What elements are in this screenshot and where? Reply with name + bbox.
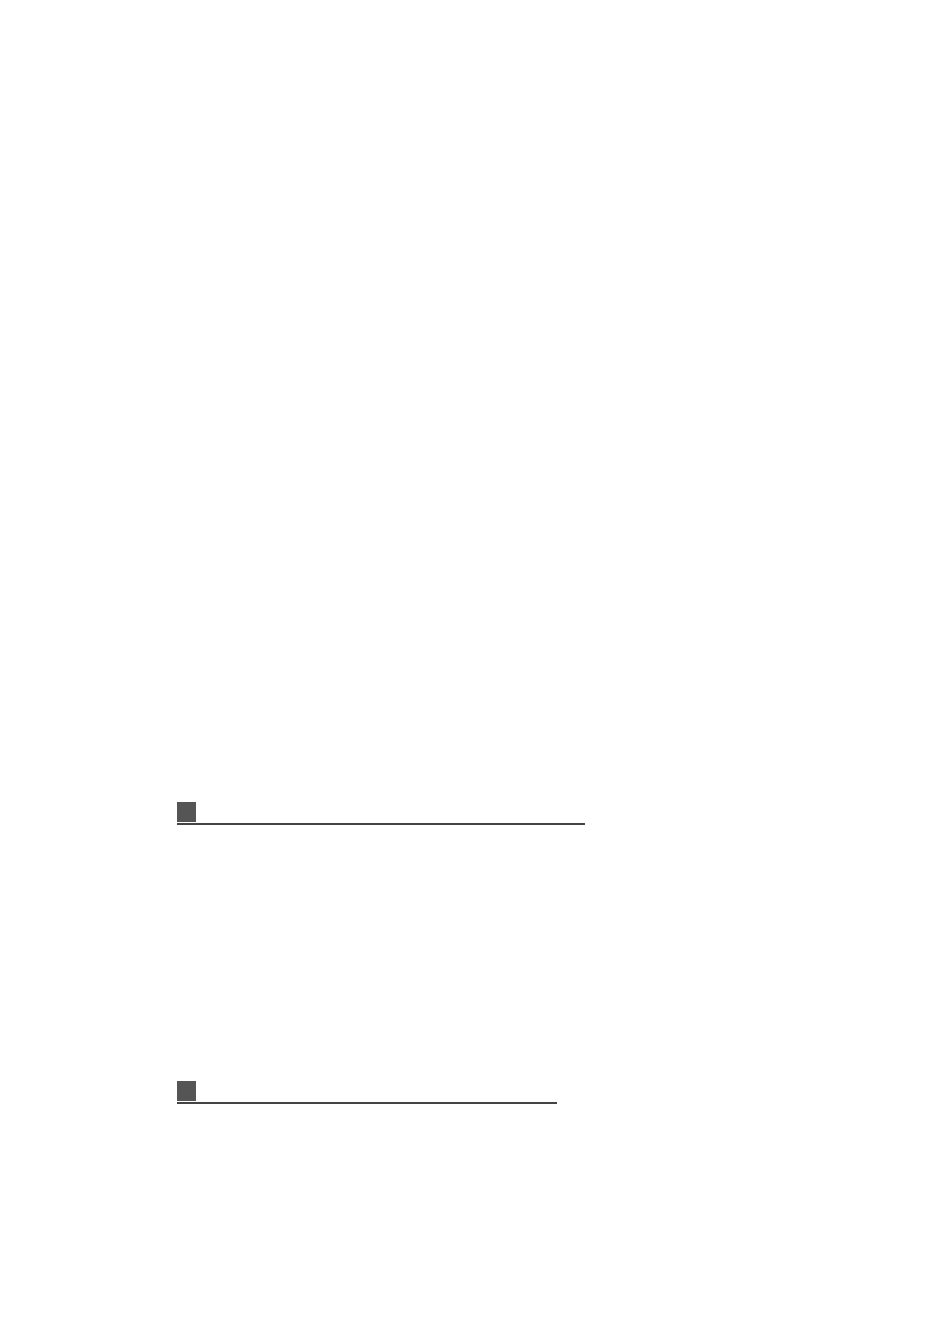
section-number xyxy=(177,802,196,822)
section-rule xyxy=(177,1102,557,1104)
section-rule xyxy=(177,823,585,825)
section-number xyxy=(177,1081,196,1101)
